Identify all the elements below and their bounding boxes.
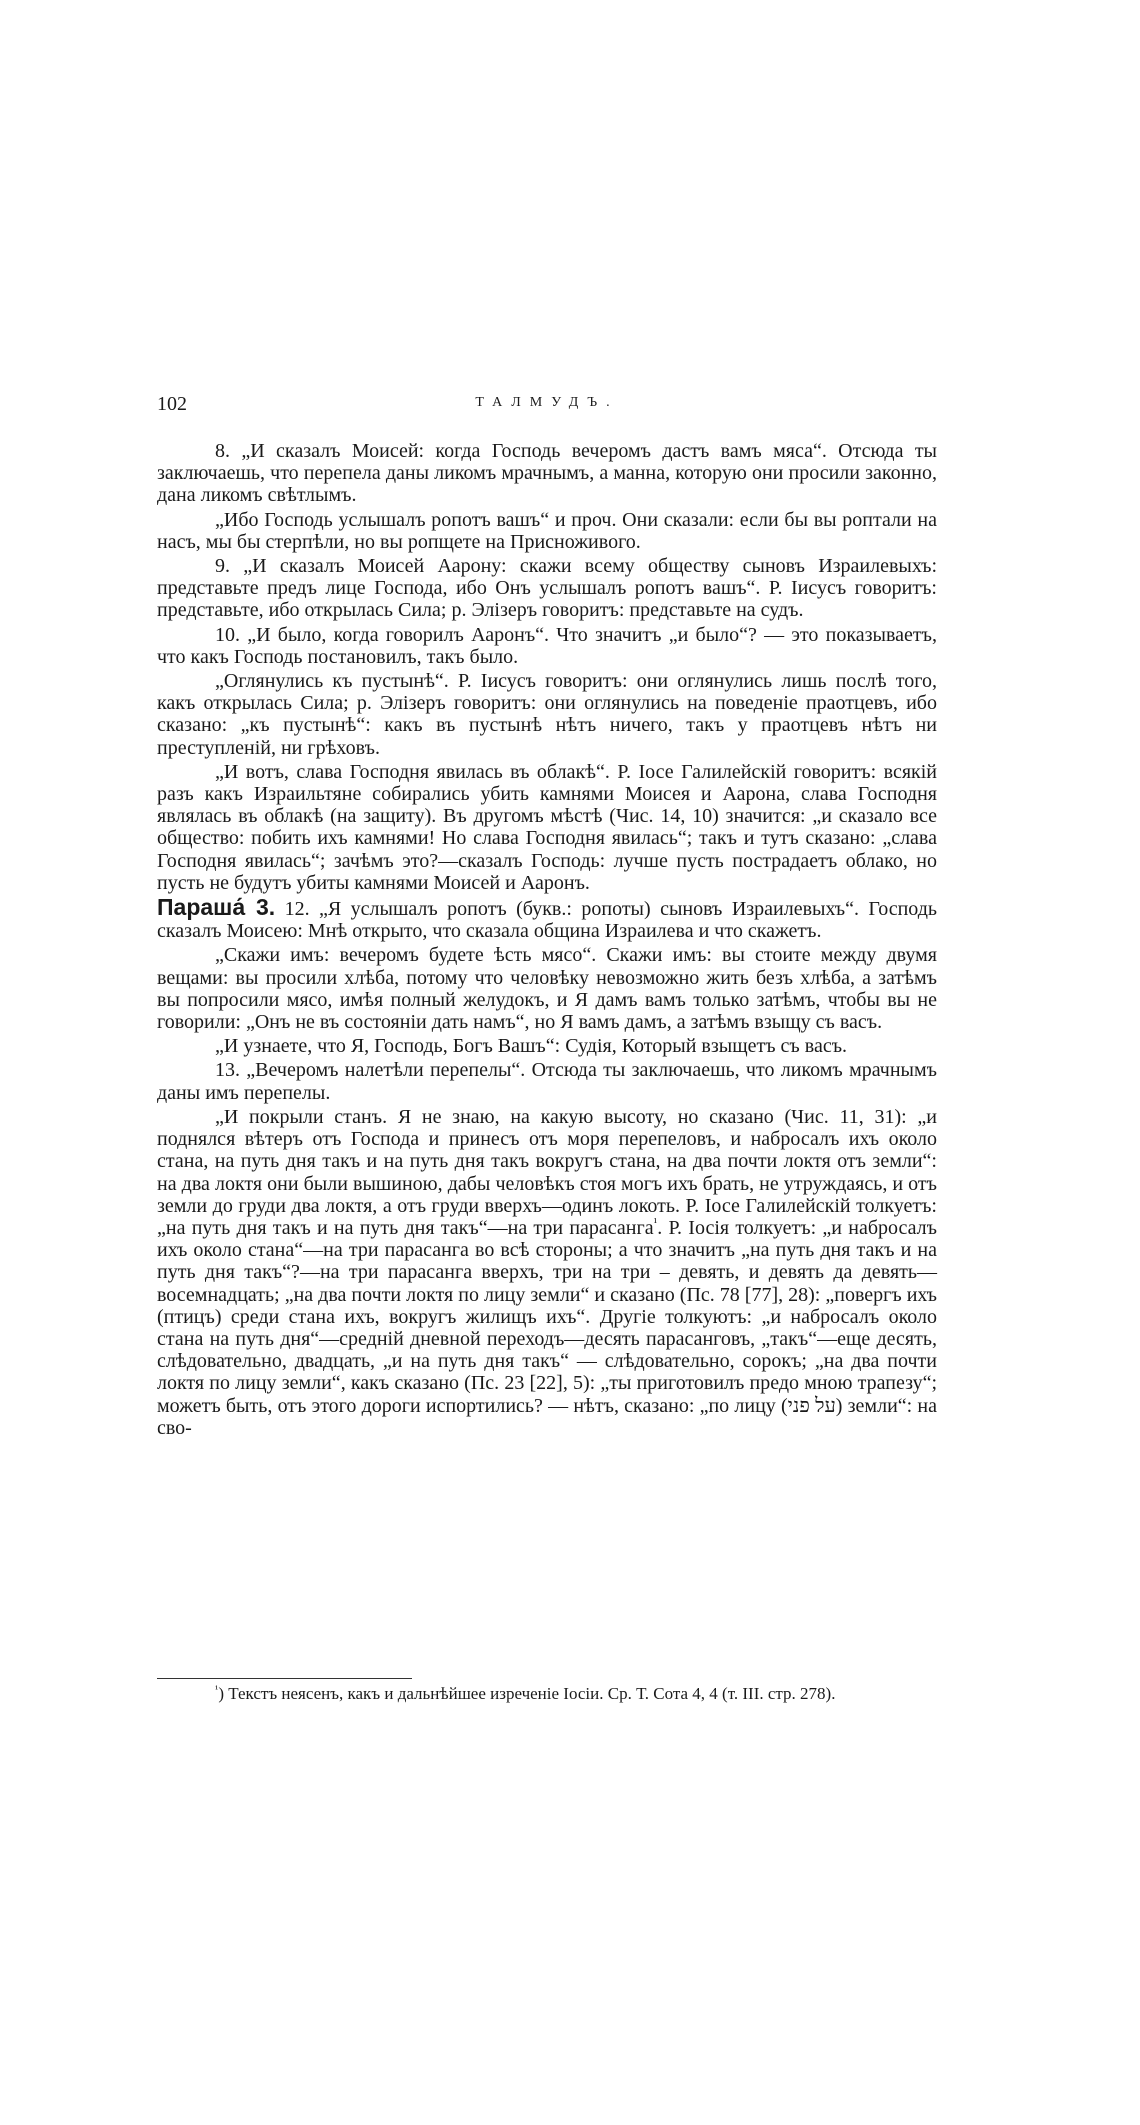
paragraph-text-continued: . Р. Іосія толкуетъ: „и набросалъ ихъ около стана“—на три парасанга во всѣ стороны; а что значитъ „на путь дня такъ и на путь дня такъ“?—на три парасанга вверхъ, три на три – девять, и девять да девять—восемнадцать; „на два почти локтя по лицу земли“ и сказано (Пс. 78 [77], 28): „повергъ ихъ (птицъ) среди стана ихъ, вокругъ жилищъ ихъ“. Другіе толкуютъ: „и набросалъ около стана на путь дня“—средній дневной переходъ—десять парасанговъ, „такъ“—еще десять, слѣдовательно, двадцать, „и на путь дня такъ“ — слѣдовательно, сорокъ; „на два почти локтя по лицу земли“, какъ сказано (Пс. 23 [22], 5): „ты приготовилъ предо мною трапезу“; можетъ быть, отъ этого дороги испортились? — нѣтъ, сказано: „по лицу (על פני) земли“: на сво- <box>157 1216 937 1439</box>
paragraph-verse-13: 13. „Вечеромъ налетѣли перепелы“. Отсюда ты заключаешь, что ликомъ мрачнымъ даны имъ перепелы. <box>157 1059 937 1104</box>
running-title: ТАЛМУДЪ. <box>475 395 619 410</box>
paragraph-verse-10: 10. „И было, когда говорилъ Ааронъ“. Что значитъ „и было“? — это показываетъ, что какъ Господь постановилъ, такъ было. <box>157 623 937 668</box>
paragraph: „И узнаете, что Я, Господь, Богъ Вашъ“: Судія, Который взыщетъ съ васъ. <box>215 1035 848 1058</box>
paragraph: „Ибо Господь услышалъ ропотъ вашъ“ и проч. Они сказали: если бы вы роптали на насъ, мы бы стерпѣли, но вы ропщете на Присноживого. <box>157 508 937 553</box>
paragraph-parasha-3 <box>157 896 937 942</box>
paragraph-verse-8: 8. „И сказалъ Моисей: когда Господь вечеромъ дастъ вамъ мяса“. Отсюда ты заключаешь, что перепела даны ликомъ мрачнымъ, а манна, которую они просили законно, дана ликомъ свѣтлымъ. <box>157 440 937 507</box>
page-number: 102 <box>157 393 187 415</box>
main-text <box>157 440 937 1441</box>
paragraph: „Оглянулись къ пустынѣ“. Р. Іисусъ говоритъ: они оглянулись лишь послѣ того, какъ открылась Сила; р. Элізеръ говоритъ: они оглянулись на поведеніе праотцевъ, ибо сказано: „къ пустынѣ“: какъ въ пустынѣ нѣтъ ничего, такъ у праотцевъ нѣтъ ни преступленій, ни грѣховъ. <box>157 670 937 759</box>
paragraph: „Скажи имъ: вечеромъ будете ѣсть мясо“. Скажи имъ: вы стоите между двумя вещами: вы просили хлѣба, потому что человѣку невозможно жить безъ хлѣба, а затѣмъ вы попросили мясо, имѣя полный желудокъ, и Я дамъ вамъ только затѣмъ, чтобы вы не говорили: „Онъ не въ состояніи дать намъ“, но Я вамъ дамъ, а затѣмъ взыщу съ васъ. <box>157 944 937 1034</box>
paragraph-text: 12. „Я услышалъ ропотъ (букв.: ропоты) сыновъ Израилевыхъ“. Господь сказалъ Моисею: Мнѣ открыто, что сказала община Израилева и что скажетъ. <box>157 898 937 943</box>
footnote-text: ) Текстъ неясенъ, какъ и дальнѣйшее изреченіе Іосіи. Ср. Т. Сота 4, 4 (т. III. стр. 278). <box>218 1684 836 1703</box>
paragraph: „И вотъ, слава Господня явилась въ облакѣ“. Р. Іосе Галилейскій говоритъ: всякій разъ какъ Израильтяне собирались убить камнями Моисея и Аарона, слава Господня являлась въ облакѣ (на защиту). Въ другомъ мѣстѣ (Чис. 14, 10) значится: „и сказало все общество: побить ихъ камнями! Но слава Господня явилась“; такъ и тутъ сказано: „слава Господня явилась“; зачѣмъ это?—сказалъ Господь: лучше пусть пострадаетъ облако, но пусть не будутъ убиты камнями Моисей и Ааронъ. <box>157 760 937 894</box>
footnote-divider <box>157 1678 412 1679</box>
paragraph <box>157 1106 937 1439</box>
footnote <box>157 1683 937 1705</box>
paragraph-verse-9: 9. „И сказалъ Моисей Аарону: скажи всему обществу сыновъ Израилевыхъ: представьте предъ лице Господа, ибо Онъ услышалъ ропотъ вашъ“. Р. Іисусъ говоритъ: представьте, ибо открылась Сила; р. Элізеръ говоритъ: представьте на судъ. <box>157 555 937 622</box>
footnote-reference[interactable]: ¹ <box>653 1215 658 1230</box>
section-label: Параша́ 3. <box>157 894 276 921</box>
footnote-mark: ¹ <box>215 1683 219 1696</box>
paragraph-text: „И покрыли станъ. Я не знаю, на какую высоту, но сказано (Чис. 11, 31): „и поднялся вѣтеръ отъ Господа и принесъ отъ моря перепеловъ, и набросалъ ихъ около стана, на путь дня такъ и на путь дня такъ вокругъ стана, на два почти локтя отъ земли“: на два локтя они были вышиною, дабы человѣкъ стоя могъ ихъ брать, не утруждаясь, и отъ земли до груди два локтя, а отъ груди вверхъ—одинъ локоть. Р. Іосе Галилейскій толкуетъ: „на путь дня такъ и на путь дня такъ“—на три парасанга <box>157 1105 937 1239</box>
page-header <box>157 393 937 423</box>
